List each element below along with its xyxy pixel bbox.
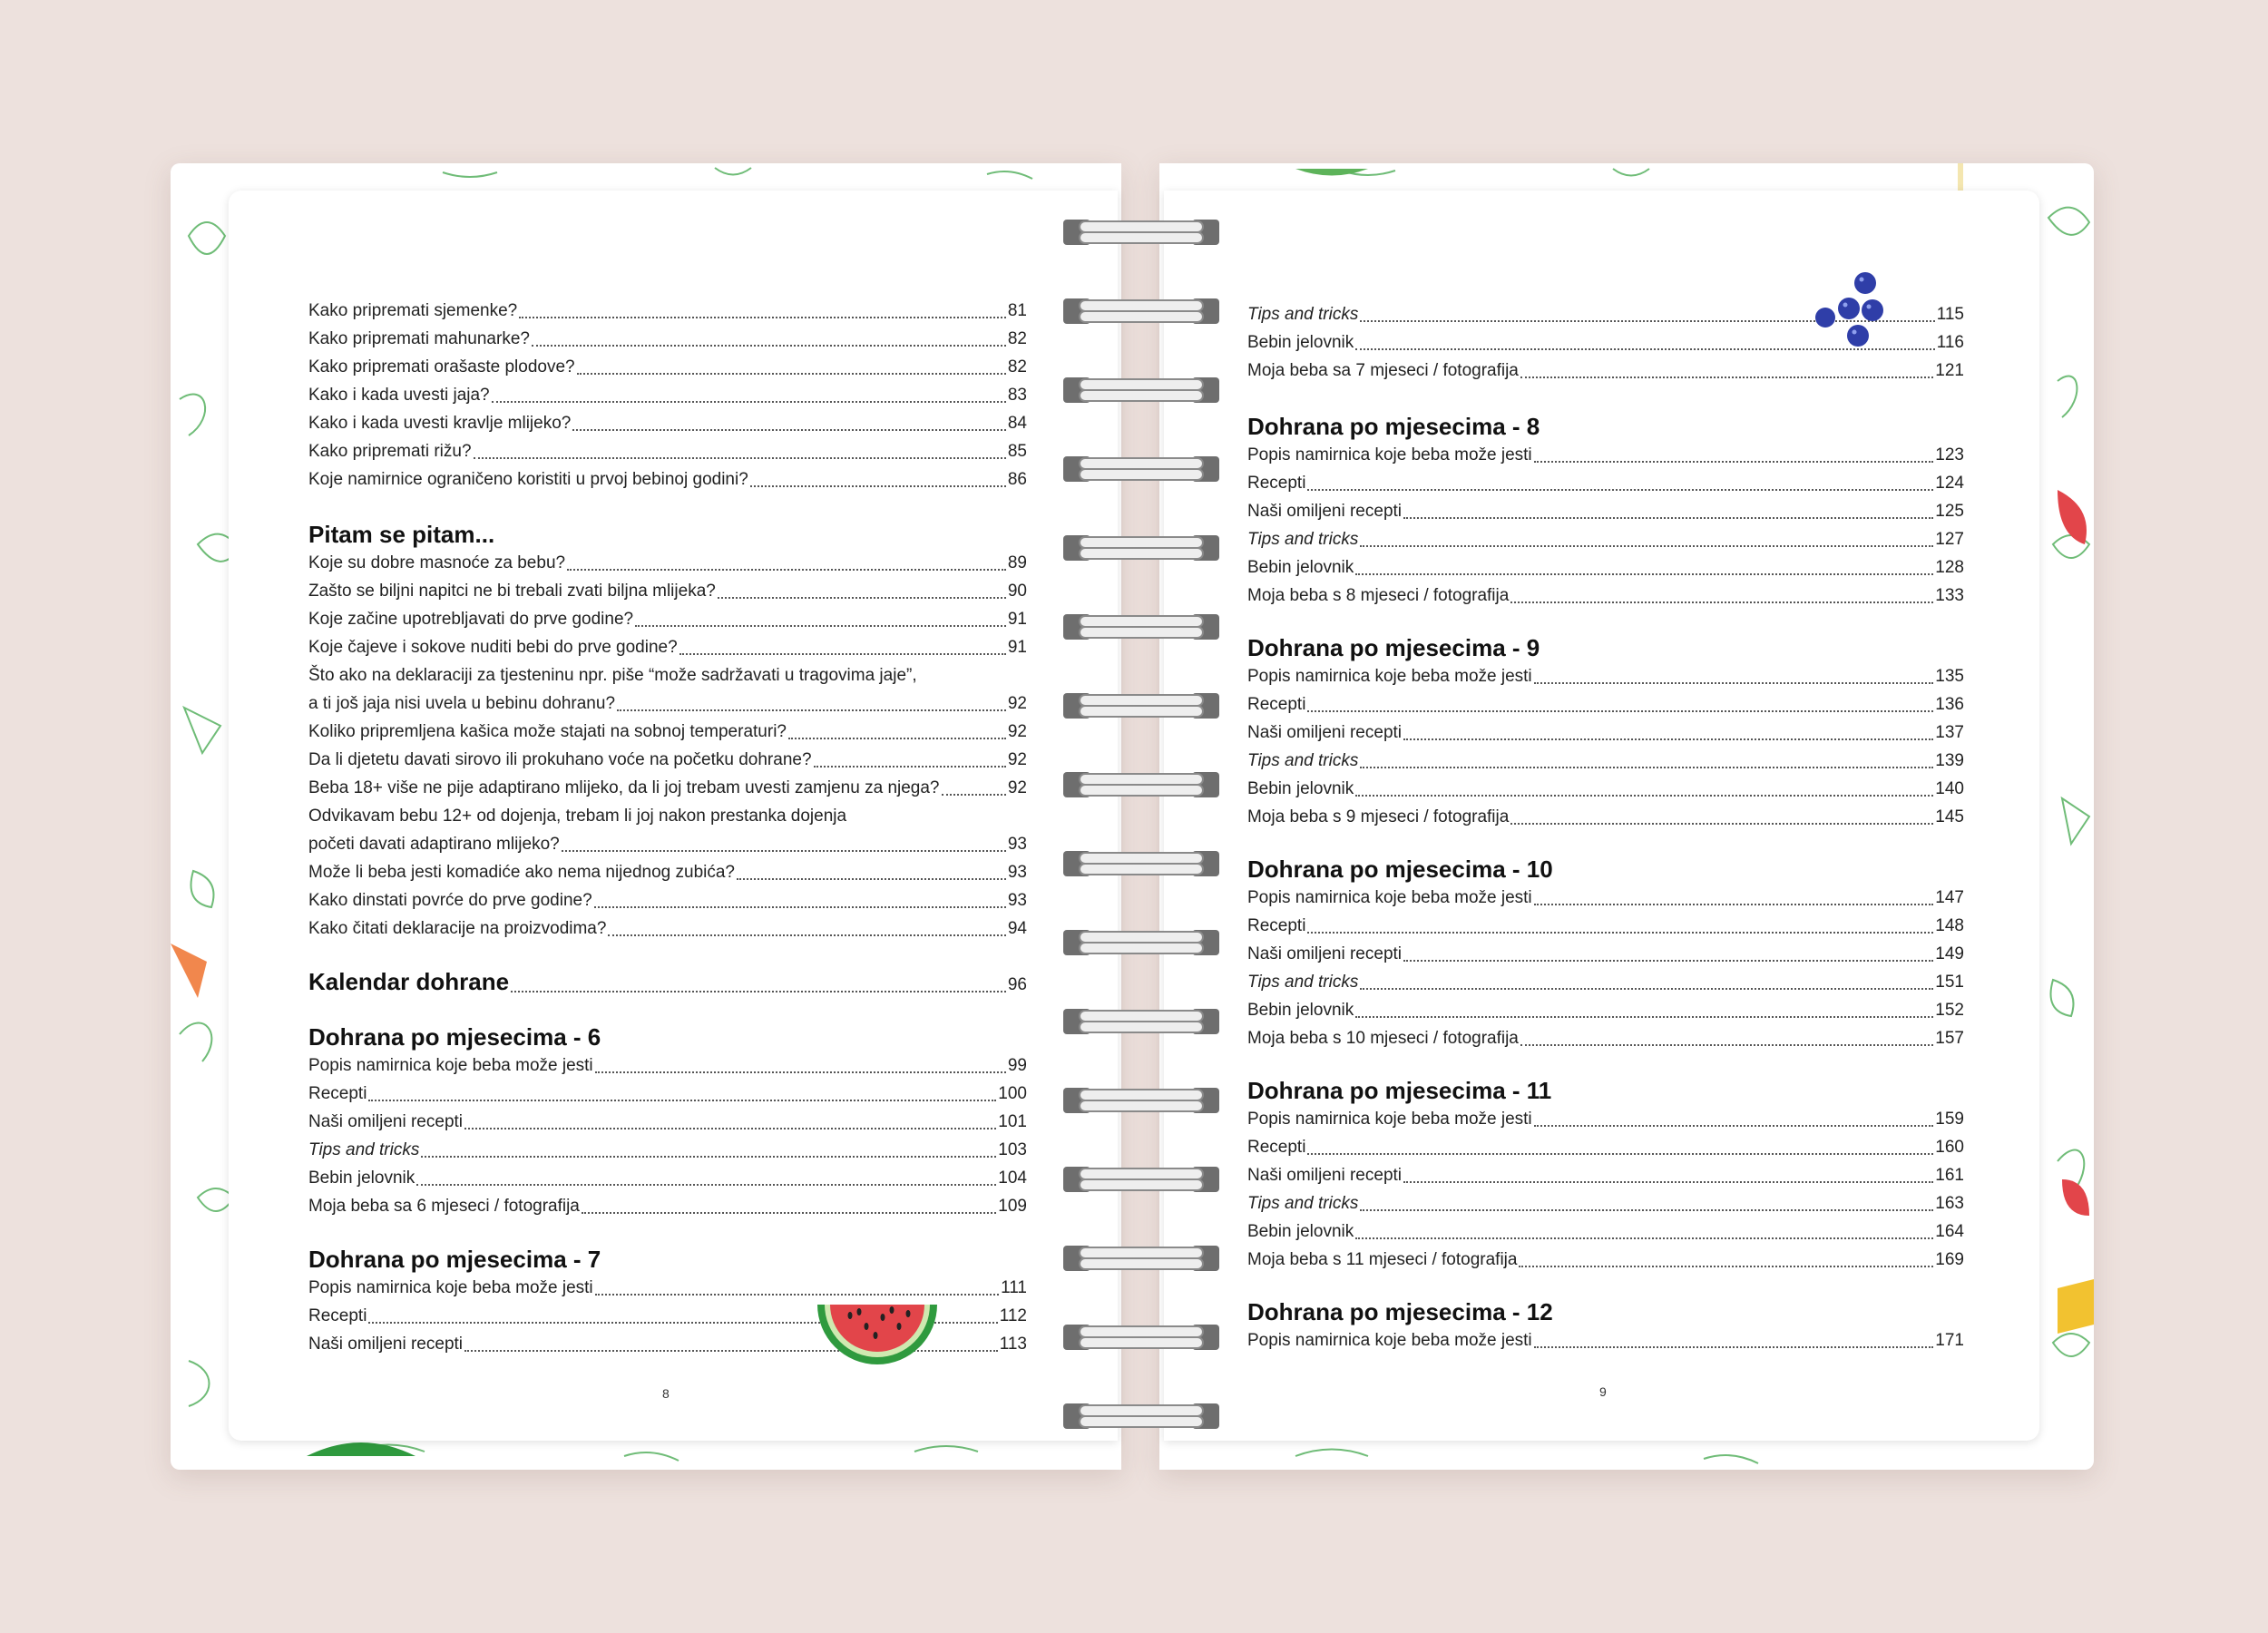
toc-entry [1247, 1329, 1964, 1353]
toc-entry [308, 1139, 1027, 1162]
toc-entry-page: 135 [1935, 667, 1964, 686]
toc-entry [1247, 665, 1964, 689]
dot-leader [1510, 817, 1933, 825]
toc-entry-page: 93 [1007, 835, 1027, 854]
blueberries-icon [1813, 270, 1894, 352]
toc-entry [1247, 1248, 1964, 1272]
toc-entry-page: 145 [1935, 807, 1964, 826]
dot-leader [1307, 484, 1933, 491]
dot-leader [1355, 789, 1933, 797]
toc-entry-title: Moja beba sa 7 mjeseci / fotografija [1247, 361, 1519, 380]
spiral-ring [1063, 693, 1219, 719]
toc-entry-title: Popis namirnica koje beba može jesti [1247, 888, 1532, 907]
toc-entry-title: početi davati adaptirano mlijeko? [308, 835, 560, 854]
toc-entry-page: 161 [1935, 1166, 1964, 1185]
spiral-binding [1060, 209, 1223, 1452]
toc-entry-title: Popis namirnica koje beba može jesti [308, 1278, 593, 1297]
spiral-ring [1063, 1246, 1219, 1271]
toc-entry [1247, 359, 1964, 383]
dot-leader [421, 1150, 996, 1158]
toc-entry-title: Recepti [1247, 1138, 1306, 1157]
dot-leader [1534, 1120, 1934, 1127]
dot-leader [1534, 677, 1934, 684]
toc-entry-title: Recepti [1247, 916, 1306, 935]
toc-entry-title: Da li djetetu davati sirovo ili prokuhano voće na početku dohrane? [308, 750, 812, 769]
toc-entry-title: Što ako na deklaraciji za tjesteninu npr. piše “može sadržavati u tragovima jaje”, [308, 666, 917, 685]
section-heading: Dohrana po mjesecima - 6 [308, 1023, 601, 1051]
toc-entry-title: a ti još jaja nisi uvela u bebinu dohranu? [308, 694, 616, 713]
toc-entry-page: 124 [1935, 474, 1964, 493]
toc-entry [308, 1082, 1027, 1106]
toc-entry [1247, 1220, 1964, 1244]
toc-entry-page: 109 [998, 1197, 1027, 1216]
toc-entry-title: Recepti [308, 1306, 367, 1325]
toc-entry-page: 82 [1007, 357, 1027, 376]
section-heading: Dohrana po mjesecima - 11 [1247, 1077, 1552, 1104]
toc-entry [308, 777, 1027, 800]
dot-leader [1360, 540, 1933, 547]
toc-entry-title: Može li beba jesti komadiće ako nema nijednog zubića? [308, 863, 735, 882]
toc-entry-title: Bebin jelovnik [308, 1169, 415, 1188]
toc-entry-title: Tips and tricks [1247, 973, 1359, 992]
spiral-ring [1063, 377, 1219, 403]
toc-entry [1247, 971, 1964, 994]
toc-entry-title: Naši omiljeni recepti [1247, 944, 1403, 963]
toc-entry-page: 159 [1935, 1110, 1964, 1129]
toc-entry-page: 139 [1935, 751, 1964, 770]
toc-entry-page: 160 [1935, 1138, 1964, 1157]
dot-leader [1307, 705, 1933, 712]
toc-entry [308, 356, 1027, 379]
toc-entry [1247, 777, 1964, 801]
kalendar-title: Kalendar dohrane [308, 968, 510, 995]
toc-entry-page: 169 [1935, 1250, 1964, 1269]
toc-entry-page: 91 [1007, 638, 1027, 657]
toc-entry-page: 123 [1935, 445, 1964, 464]
spiral-ring [1063, 1325, 1219, 1350]
toc-entry-page: 133 [1935, 586, 1964, 605]
toc-entry [308, 412, 1027, 435]
toc-entry-title: Kako dinstati povrće do prve godine? [308, 891, 592, 910]
toc-entry [1247, 1027, 1964, 1051]
toc-entry-title: Kako pripremati sjemenke? [308, 301, 518, 320]
dot-leader [594, 901, 1006, 908]
dot-leader [464, 1122, 996, 1129]
toc-entry [308, 580, 1027, 603]
spiral-ring [1063, 456, 1219, 482]
toc-entry-page: 81 [1007, 301, 1027, 320]
toc-entry [308, 1195, 1027, 1218]
toc-entry [308, 720, 1027, 744]
toc-entry-page: 90 [1007, 582, 1027, 601]
dot-leader [572, 424, 1006, 431]
toc-entry [308, 833, 1027, 856]
toc-entry-page: 137 [1935, 723, 1964, 742]
dot-leader [511, 985, 1006, 993]
toc-entry-title: Recepti [1247, 474, 1306, 493]
toc-entry-page: 91 [1007, 610, 1027, 629]
toc-entry [1247, 1164, 1964, 1188]
spiral-ring [1063, 220, 1219, 245]
toc-entry-title: Naši omiljeni recepti [308, 1112, 464, 1131]
toc-entry-page: 151 [1935, 973, 1964, 992]
section-heading: Dohrana po mjesecima - 10 [1247, 856, 1553, 883]
toc-entry [308, 664, 1027, 688]
dot-leader [679, 648, 1006, 655]
section-heading: Pitam se pitam... [308, 521, 495, 548]
toc-entry [308, 384, 1027, 407]
toc-entry-title: Tips and tricks [308, 1140, 420, 1159]
toc-entry-title: Naši omiljeni recepti [308, 1335, 464, 1354]
toc-entry-title: Moja beba s 9 mjeseci / fotografija [1247, 807, 1510, 826]
toc-entry-page: 92 [1007, 750, 1027, 769]
toc-entry-page: 163 [1935, 1194, 1964, 1213]
toc-entry-title: Koliko pripremljena kašica može stajati na sobnoj temperaturi? [308, 722, 787, 741]
toc-entry-page: 100 [998, 1084, 1027, 1103]
toc-entry-title: Bebin jelovnik [1247, 779, 1354, 798]
toc-entry-title: Kako pripremati orašaste plodove? [308, 357, 575, 376]
dot-leader [1519, 1260, 1933, 1267]
toc-entry [308, 805, 1027, 828]
toc-entry-title: Tips and tricks [1247, 305, 1359, 324]
dot-leader [519, 311, 1006, 318]
toc-entry-page: 93 [1007, 891, 1027, 910]
toc-entry [308, 748, 1027, 772]
toc-entry-title: Popis namirnica koje beba može jesti [1247, 1331, 1532, 1350]
dot-leader [492, 396, 1006, 403]
toc-entry-title: Koje namirnice ograničeno koristiti u prvoj bebinoj godini? [308, 470, 748, 489]
toc-entry-page: 84 [1007, 414, 1027, 433]
dot-leader [1534, 1341, 1934, 1348]
dot-leader [532, 339, 1006, 347]
toc-entry-page: 136 [1935, 695, 1964, 714]
toc-entry-page: 104 [998, 1169, 1027, 1188]
toc-entry-title: Koje čajeve i sokove nuditi bebi do prve godine? [308, 638, 678, 657]
toc-entry-title: Kako čitati deklaracije na proizvodima? [308, 919, 607, 938]
spiral-ring [1063, 1403, 1219, 1429]
watermelon-icon [814, 1296, 941, 1374]
dot-leader [368, 1094, 996, 1101]
spiral-ring [1063, 930, 1219, 955]
toc-entry-title: Naši omiljeni recepti [1247, 1166, 1403, 1185]
dot-leader [1355, 568, 1933, 575]
toc-entry [1247, 472, 1964, 495]
toc-entry-title: Moja beba s 8 mjeseci / fotografija [1247, 586, 1510, 605]
toc-entry-page: 86 [1007, 470, 1027, 489]
spiral-ring [1063, 1009, 1219, 1034]
toc-entry-title: Popis namirnica koje beba može jesti [308, 1056, 593, 1075]
toc-entry-page: 85 [1007, 442, 1027, 461]
spiral-ring [1063, 614, 1219, 640]
toc-entry-page: 111 [1001, 1278, 1027, 1297]
dot-leader [617, 704, 1006, 711]
toc-entry-page: 82 [1007, 329, 1027, 348]
section-heading: Dohrana po mjesecima - 7 [308, 1246, 601, 1273]
toc-entry-title: Naši omiljeni recepti [1247, 723, 1403, 742]
dot-leader [718, 592, 1006, 599]
dot-leader [1403, 733, 1933, 740]
toc-entry [308, 1054, 1027, 1078]
dot-leader [1534, 455, 1934, 463]
section-heading: Dohrana po mjesecima - 9 [1247, 634, 1540, 661]
toc-entry [308, 328, 1027, 351]
toc-entry-title: Kako pripremati rižu? [308, 442, 472, 461]
dot-leader [1360, 761, 1933, 768]
toc-entry-title: Popis namirnica koje beba može jesti [1247, 445, 1532, 464]
toc-entry-title: Beba 18+ više ne pije adaptirano mlijeko, da li joj trebam uvesti zamjenu za njega? [308, 778, 940, 797]
toc-entry [1247, 749, 1964, 773]
toc-entry-page: 103 [998, 1140, 1027, 1159]
dot-leader [1403, 1176, 1933, 1183]
toc-entry-title: Moja beba sa 6 mjeseci / fotografija [308, 1197, 580, 1216]
toc-entry-title: Bebin jelovnik [1247, 558, 1354, 577]
kalendar-heading [308, 966, 1027, 997]
toc-entry-title: Koje začine upotrebljavati do prve godine? [308, 610, 634, 629]
toc-entry-page: 128 [1935, 558, 1964, 577]
toc-entry [1247, 528, 1964, 552]
toc-entry-title: Tips and tricks [1247, 1194, 1359, 1213]
dot-leader [1307, 1148, 1933, 1155]
toc-entry [308, 1167, 1027, 1190]
toc-entry-page: 125 [1935, 502, 1964, 521]
toc-entry [1247, 693, 1964, 717]
dot-leader [1360, 983, 1933, 990]
toc-entry [1247, 999, 1964, 1022]
toc-entry-title: Kako i kada uvesti kravlje mlijeko? [308, 414, 572, 433]
toc-entry [1247, 556, 1964, 580]
toc-entry-title: Moja beba s 10 mjeseci / fotografija [1247, 1029, 1519, 1048]
dot-leader [635, 620, 1006, 627]
toc-entry [1247, 886, 1964, 910]
toc-entry [1247, 1108, 1964, 1131]
toc-entry-page: 92 [1007, 778, 1027, 797]
toc-entry [308, 636, 1027, 660]
toc-entry [308, 917, 1027, 941]
toc-entry-title: Tips and tricks [1247, 751, 1359, 770]
toc-entry [1247, 721, 1964, 745]
dot-leader [1510, 596, 1933, 603]
kalendar-page: 96 [1007, 975, 1027, 994]
toc-entry-page: 116 [1936, 333, 1964, 352]
toc-entry-title: Bebin jelovnik [1247, 333, 1354, 352]
toc-entry [308, 299, 1027, 323]
toc-entry [1247, 500, 1964, 523]
dot-leader [1520, 1039, 1933, 1046]
dot-leader [595, 1066, 1006, 1073]
toc-entry [308, 889, 1027, 913]
dot-leader [1360, 1204, 1933, 1211]
toc-entry-page: 171 [1935, 1331, 1964, 1350]
dot-leader [1403, 512, 1933, 519]
toc-entry [1247, 584, 1964, 608]
toc-entry-title: Zašto se biljni napitci ne bi trebali zvati biljna mlijeka? [308, 582, 716, 601]
dot-leader [1403, 954, 1933, 962]
dot-leader [562, 845, 1006, 852]
dot-leader [474, 452, 1006, 459]
dot-leader [1355, 1232, 1933, 1239]
section-heading: Dohrana po mjesecima - 12 [1247, 1298, 1553, 1325]
toc-entry [308, 468, 1027, 492]
toc-entry-title: Recepti [308, 1084, 367, 1103]
toc-entry [1247, 914, 1964, 938]
toc-entry-title: Odvikavam bebu 12+ od dojenja, trebam li joj nakon prestanka dojenja [308, 807, 847, 826]
spiral-ring [1063, 298, 1219, 324]
toc-entry [308, 1110, 1027, 1134]
dot-leader [1355, 1011, 1933, 1018]
dot-leader [1307, 926, 1933, 934]
toc-entry [1247, 943, 1964, 966]
toc-entry-page: 157 [1935, 1029, 1964, 1048]
page-number: 9 [1599, 1384, 1607, 1399]
toc-entry-page: 92 [1007, 722, 1027, 741]
toc-entry [308, 552, 1027, 575]
page-number: 8 [662, 1386, 670, 1401]
toc-entry-title: Tips and tricks [1247, 530, 1359, 549]
toc-entry-page: 140 [1935, 779, 1964, 798]
dot-leader [567, 563, 1006, 571]
toc-entry [308, 861, 1027, 885]
dot-leader [582, 1207, 996, 1214]
dot-leader [595, 1288, 999, 1296]
toc-entry-page: 148 [1935, 916, 1964, 935]
toc-entry-title: Moja beba s 11 mjeseci / fotografija [1247, 1250, 1518, 1269]
toc-entry-title: Koje su dobre masnoće za bebu? [308, 553, 566, 572]
toc-entry [1247, 444, 1964, 467]
toc-entry-page: 93 [1007, 863, 1027, 882]
dot-leader [750, 480, 1006, 487]
dot-leader [608, 929, 1005, 936]
toc-entry [308, 692, 1027, 716]
toc-entry-page: 83 [1007, 386, 1027, 405]
toc-entry-title: Bebin jelovnik [1247, 1001, 1354, 1020]
toc-entry-title: Popis namirnica koje beba može jesti [1247, 1110, 1532, 1129]
toc-entry-page: 99 [1007, 1056, 1027, 1075]
toc-entry-page: 149 [1935, 944, 1964, 963]
toc-entry-page: 92 [1007, 694, 1027, 713]
dot-leader [942, 788, 1006, 796]
toc-entry-page: 112 [999, 1306, 1027, 1325]
dot-leader [1534, 898, 1934, 905]
toc-entry-page: 113 [999, 1335, 1027, 1354]
spiral-ring [1063, 851, 1219, 876]
right-page [1164, 191, 2039, 1441]
toc-entry-page: 94 [1007, 919, 1027, 938]
toc-entry [308, 608, 1027, 631]
toc-entry [1247, 1136, 1964, 1159]
spiral-ring [1063, 1167, 1219, 1192]
spiral-ring [1063, 1088, 1219, 1113]
spiral-ring [1063, 772, 1219, 797]
dot-leader [737, 873, 1006, 880]
toc-entry-page: 127 [1935, 530, 1964, 549]
toc-entry [1247, 806, 1964, 829]
toc-entry-title: Kako pripremati mahunarke? [308, 329, 530, 348]
toc-entry-page: 152 [1935, 1001, 1964, 1020]
toc-entry [308, 440, 1027, 464]
toc-entry-title: Kako i kada uvesti jaja? [308, 386, 490, 405]
toc-entry-title: Recepti [1247, 695, 1306, 714]
toc-entry [1247, 1192, 1964, 1216]
toc-entry-title: Popis namirnica koje beba može jesti [1247, 667, 1532, 686]
section-heading: Dohrana po mjesecima - 8 [1247, 413, 1540, 440]
toc-entry-title: Bebin jelovnik [1247, 1222, 1354, 1241]
dot-leader [416, 1178, 996, 1186]
toc-entry-page: 89 [1007, 553, 1027, 572]
toc-entry-page: 101 [998, 1112, 1027, 1131]
dot-leader [1520, 371, 1933, 378]
spiral-ring [1063, 535, 1219, 561]
toc-entry-page: 121 [1935, 361, 1964, 380]
dot-leader [788, 732, 1006, 739]
dot-leader [814, 760, 1006, 768]
toc-entry-page: 147 [1935, 888, 1964, 907]
dot-leader [577, 367, 1006, 375]
toc-entry-page: 164 [1935, 1222, 1964, 1241]
left-page [229, 191, 1118, 1441]
toc-entry-page: 115 [1936, 305, 1964, 324]
toc-entry-title: Naši omiljeni recepti [1247, 502, 1403, 521]
